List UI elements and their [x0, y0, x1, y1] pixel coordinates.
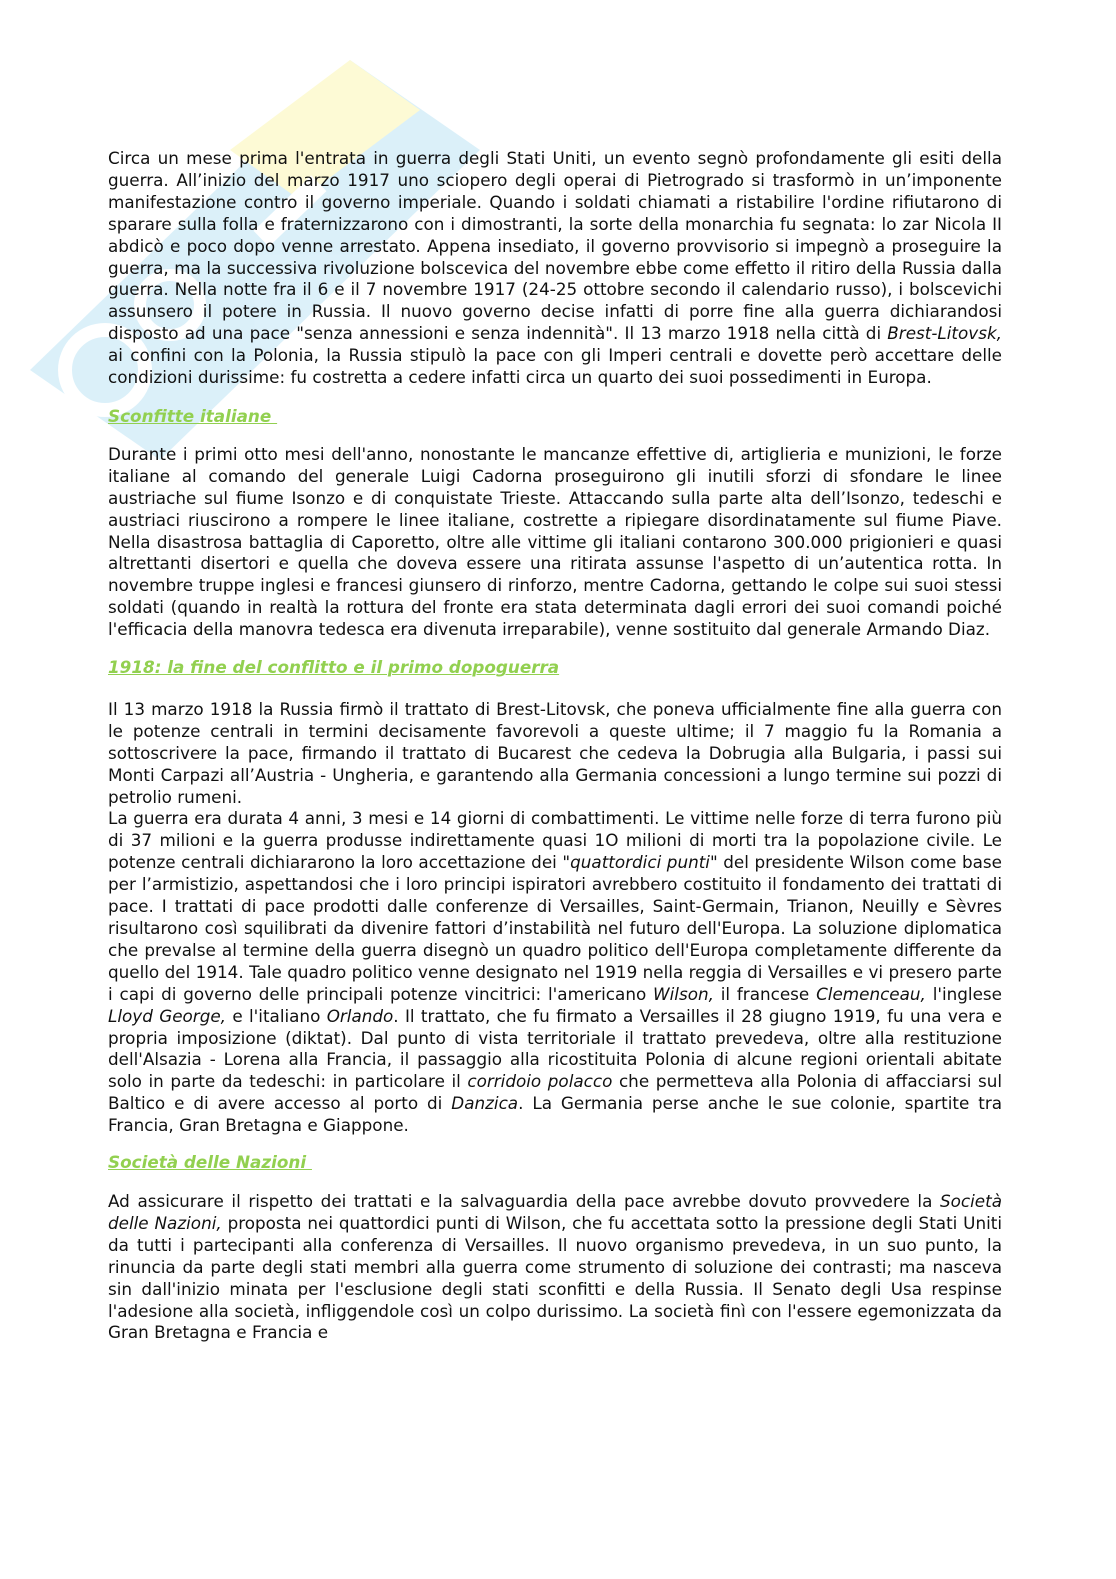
- paragraph: Durante i primi otto mesi dell'anno, nonostante le mancanze effettive di, artiglieria e munizioni, le forze italiane al comando del generale Luigi Cadorna proseguirono gli inutili sforzi di sfondare le linee austriache sul fiume Isonzo e di conquistate Trieste. Attaccando sulla parte alta dell’Isonzo, tedeschi e austriaci riuscirono a rompere le linee italiane, costrette a ripiegare disordinatamente sul fiume Piave. Nella disastrosa battaglia di Caporetto, oltre alle vittime gli italiani contarono 300.000 prigionieri e quasi altrettanti disertori e quella che doveva essere una ritirata assunse l'aspetto di un’autentica rotta. In novembre truppe inglesi e francesi giunsero di rinforzo, mentre Cadorna, gettando le colpe sui suoi stessi soldati (quando in realtà la rottura del fronte era stata determinata dagli errori dei suoi comandi poiché l'efficacia della manovra tedesca era divenuta irreparabile), venne sostituito dal generale Armando Diaz.: [108, 443, 1002, 640]
- paragraph: Circa un mese prima l'entrata in guerra degli Stati Uniti, un evento segnò profondamente gli esiti della guerra. All’inizio del marzo 1917 uno sciopero degli operai di Pietrogrado si trasformò in un’imponente manifestazione contro il governo imperiale. Quando i soldati chiamati a ristabilire l'ordine rifiutarono di sparare sulla folla e fraternizzarono con i dimostranti, la sorte della monarchia fu segnata: lo zar Nicola II abdicò e poco dopo venne arrestato. Appena insediato, il governo provvisorio si impegnò a proseguire la guerra, ma la successiva rivoluzione bolscevica del novembre ebbe come effetto il ritiro della Russia dalla guerra. Nella notte fra il 6 e il 7 novembre 1917 (24-25 ottobre secondo il calendario russo), i bolscevichi assunsero il potere in Russia. Il nuovo governo decise infatti di porre fine alla guerra dichiarandosi disposto ad una pace "senza annessioni e senza indennità". Il 13 marzo 1918 nella città di Brest-Litovsk, ai confini con la Polonia, la Russia stipulò la pace con gli Imperi centrali e dovette però accettare delle condizioni durissime: fu costretta a cedere infatti circa un quarto dei suoi possedimenti in Europa.: [108, 148, 1002, 388]
- document-page: [108, 148, 1002, 1344]
- paragraph: Il 13 marzo 1918 la Russia firmò il trattato di Brest-Litovsk, che poneva ufficialmente fine alla guerra con le potenze centrali in termini decisamente favorevoli a queste ultime; il 7 maggio fu la Romania a sottoscrivere la pace, firmando il trattato di Bucarest che cedeva la Dobrugia alla Bulgaria, i passi sui Monti Carpazi all’Austria - Ungheria, e garantendo alla Germania concessioni a lungo termine sui pozzi di petrolio rumeni.: [108, 698, 1002, 807]
- paragraph: La guerra era durata 4 anni, 3 mesi e 14 giorni di combattimenti. Le vittime nelle forze di terra furono più di 37 milioni e la guerra produsse indirettamente quasi 1O milioni di morti tra la popolazione civile. Le potenze centrali dichiararono la loro accettazione dei "quattordici punti" del presidente Wilson come base per l’armistizio, aspettandosi che i loro principi ispiratori avrebbero costituito il fondamento dei trattati di pace. I trattati di pace prodotti dalle conferenze di Versailles, Saint-Germain, Trianon, Neuilly e Sèvres risultarono così squilibrati da divenire fattori d’instabilità nel futuro dell'Europa. La soluzione diplomatica che prevalse al termine della guerra disegnò un quadro politico dell'Europa completamente differente da quello del 1914. Tale quadro politico venne designato nel 1919 nella reggia di Versailles e vi presero parte i capi di governo delle principali potenze vincitrici: l'americano Wilson, il francese Clemenceau, l'inglese Lloyd George, e l'italiano Orlando. Il trattato, che fu firmato a Versailles il 28 giugno 1919, fu una vera e propria imposizione (diktat). Dal punto di vista territoriale il trattato prevedeva, oltre alla restituzione dell'Alsazia - Lorena alla Francia, il passaggio alla ricostituita Polonia di alcune regioni orientali abitate solo in parte da tedeschi: in particolare il corridoio polacco che permetteva alla Polonia di affacciarsi sul Baltico e di avere accesso al porto di Danzica. La Germania perse anche le sue colonie, spartite tra Francia, Gran Bretagna e Giappone.: [108, 808, 1003, 1136]
- section-heading-fine-conflitto: 1918: la fine del conflitto e il primo dopoguerra: [108, 657, 560, 678]
- section-heading-societa-nazioni: Società delle Nazioni: [108, 1152, 312, 1173]
- section-heading-sconfitte-italiane: Sconfitte italiane: [108, 405, 278, 426]
- paragraph: Ad assicurare il rispetto dei trattati e la salvaguardia della pace avrebbe dovuto provvedere la Società delle Nazioni, proposta nei quattordici punti di Wilson, che fu accettata sotto la pressione degli Stati Uniti da tutti i partecipanti alla conferenza di Versailles. Il nuovo organismo prevedeva, in un suo punto, la rinuncia da parte degli stati membri alla guerra come strumento di soluzione dei contrasti; ma nasceva sin dall'inizio minata per l'esclusione degli stati sconfitti e della Russia. Il Senato degli Usa respinse l'adesione alla società, infliggendole così un colpo durissimo. La società finì con l'essere egemonizzata da Gran Bretagna e Francia e: [108, 1190, 1002, 1343]
